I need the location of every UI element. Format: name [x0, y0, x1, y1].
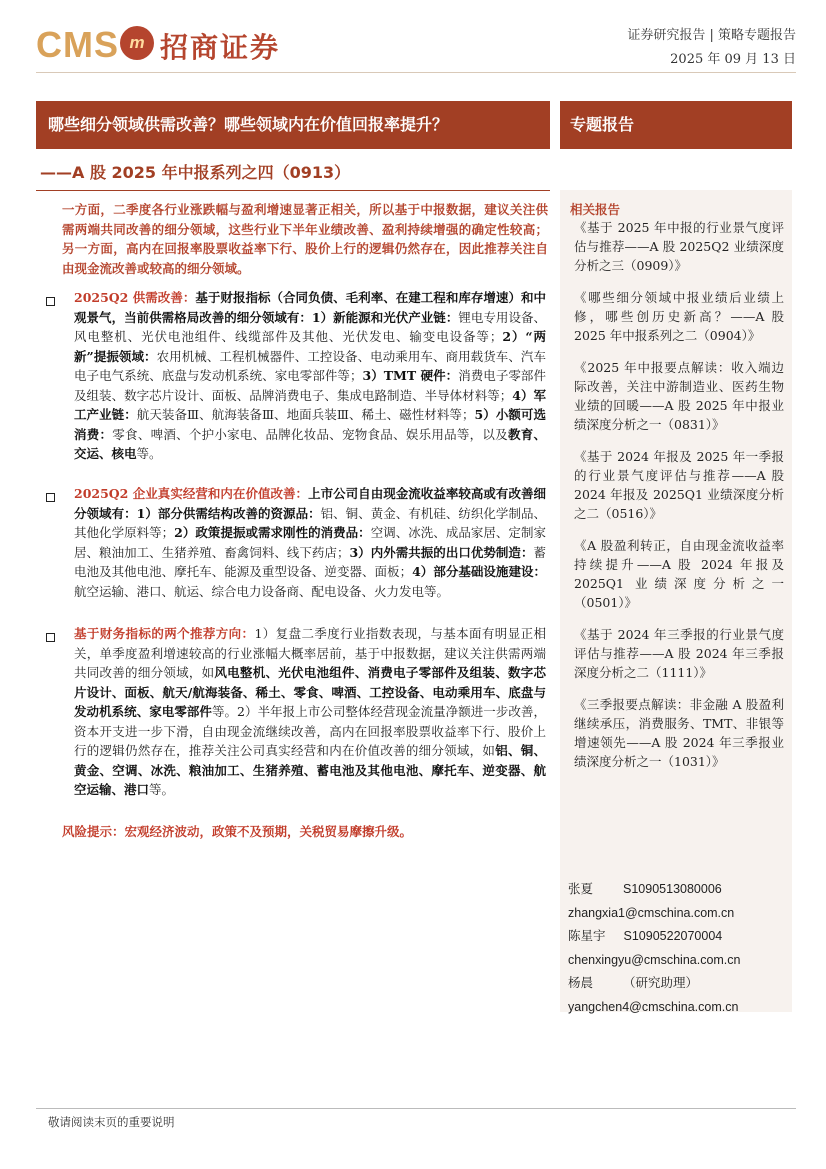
author-id: S1090522070004: [623, 929, 723, 943]
authors-block: [568, 878, 788, 1019]
author-row: [568, 925, 788, 949]
section-text: 航天装备Ⅲ、航海装备Ⅲ、地面兵装Ⅲ、稀土、磁性材料等；: [136, 407, 475, 422]
author-row: [568, 972, 788, 996]
section-heading: 基于财务指标的两个推荐方向：: [74, 626, 255, 641]
section-text: 锂电专用设备、风电整机、光伏电池组件、线缆部件及其他、光伏发电、输变电设备等；: [74, 309, 546, 344]
logo-company-name: 招商证券: [160, 31, 281, 64]
section-heading: 2025Q2 供需改善：: [74, 290, 196, 305]
section-emphasis-text: 上市公司自由现金流收益率较高或有改善细分领域有：1）部分供需结构改善的资源品：: [74, 486, 546, 521]
report-title-banner: 哪些细分领域供需改善？哪些领域内在价值回报率提升？: [36, 101, 550, 149]
section-text: 蓄电池及其他电池、摩托车、能源及重型设备、逆变器、面板；: [74, 544, 546, 579]
logo-emblem-icon: m: [120, 26, 154, 60]
related-report-item[interactable]: 《基于 2024 年三季报的行业景气度评估与推荐——A 股 2024 年三季报深度分析之二（1111）》: [574, 627, 784, 680]
section-emphasis-text: 基于财报指标（合同负债、毛利率、在建工程和库存增速）和中观景气，当前供需格局改善的细分领域有：1）新能源和光伏产业链：: [74, 290, 546, 325]
section-emphasis-text: 2）“两新”提振领域：: [74, 329, 546, 364]
section-text: 零食、啤酒、个护小家电、品牌化妆品、宠物食品、娱乐用品等，以及: [112, 426, 508, 442]
related-reports-title: 相关报告: [570, 202, 621, 217]
author-id: S1090513080006: [623, 882, 722, 896]
related-report-item[interactable]: 《基于 2025 年中报的行业景气度评估与推荐——A 股 2025Q2 业绩深度分析之三（0909）》: [574, 220, 784, 273]
author-name: 陈星宇: [568, 929, 606, 943]
logo-text: CMS: [36, 24, 119, 65]
section-text: 等。2）半年报上市公司整体经营现金流量净额进一步改善，资本开支进一步下滑，自由现金流继续改善，高内在回报率股票收益率下行、股价上行的逻辑仍然存在，推荐关注公司真实经营和内在价值改善的细分领域，如: [74, 704, 546, 758]
section-text: 消费电子零部件及组装、数字芯片设计、面板、品牌消费电子、集成电路制造、半导体材料等；: [74, 368, 546, 403]
section-intrinsic-value: [74, 484, 546, 601]
summary-paragraph: 一方面，二季度各行业涨跌幅与盈利增速显著正相关，所以基于中报数据，建议关注供需两端共同改善的细分领域，这些行业下半年业绩改善、盈利持续增强的确定性较高；另一方面，高内在回报率股票收益率下行、股价上行的逻辑仍然存在，因此推荐关注自由现金流改善或较高的细分领域。: [62, 202, 548, 276]
section-emphasis-text: 4）部分基础设施建设：: [412, 564, 546, 579]
related-report-item[interactable]: 《三季报要点解读：非金融 A 股盈利继续承压，消费服务、TMT、非银等增速领先——A 股 2024 年三季报业绩深度分析之一（1031）》: [574, 697, 784, 769]
section-text: 铝、铜、黄金、有机硅、纺织化学制品、其他化学原料等；: [74, 505, 546, 540]
section-text: 农用机械、工程机械器件、工控设备、电动乘用车、商用载货车、汽车电子电气系统、底盘与发动机系统、家电零部件等；: [74, 348, 546, 383]
bullet-square-icon: [46, 493, 55, 502]
related-report-item[interactable]: 《哪些细分领域中报业绩后业绩上修，哪些创历史新高？——A 股 2025 年中报系列之二（0904）》: [574, 290, 784, 343]
author-name: 张夏: [568, 882, 594, 896]
footer-note: 敬请阅读末页的重要说明: [48, 1115, 175, 1129]
section-emphasis-text: 3）内外需共振的出口优势制造：: [349, 544, 534, 560]
author-email[interactable]: zhangxia1@cmschina.com.cn: [568, 905, 735, 920]
subtitle-divider: [36, 190, 550, 191]
section-emphasis-text: 4）军工产业链：: [74, 387, 546, 422]
report-date: 2025 年 09 月 13 日: [670, 52, 796, 67]
bullet-square-icon: [46, 633, 55, 642]
author-id: （研究助理）: [623, 976, 699, 990]
section-heading: 2025Q2 企业真实经营和内在价值改善：: [74, 486, 309, 501]
header-divider: [36, 72, 796, 73]
author-email[interactable]: yangchen4@cmschina.com.cn: [568, 999, 739, 1014]
author-row: [568, 878, 788, 902]
bullet-square-icon: [46, 297, 55, 306]
section-emphasis-text: 2）政策提振或需求刚性的消费品：: [174, 525, 371, 540]
section-emphasis-text: 铝、铜、黄金、空调、冰洗、粮油加工、生猪养殖、蓄电池及其他电池、摩托车、逆变器、航空运输、港口: [74, 743, 546, 797]
section-supply-demand: [74, 288, 546, 464]
report-category-banner: 专题报告: [560, 101, 792, 149]
section-text: 1）复盘二季度行业指数表现，与基本面有明显正相关，单季度盈利增速较高的行业涨幅大概率居前，基于中报数据，建议关注供需两端共同改善的细分领域，如: [74, 626, 546, 680]
section-recommendations: [74, 624, 546, 800]
related-report-item[interactable]: 《基于 2024 年报及 2025 年一季报的行业景气度评估与推荐——A 股 2024 年报及 2025Q1 业绩深度分析之二（0516）》: [574, 449, 784, 521]
section-text: 等。: [149, 782, 175, 797]
author-name: 杨晨: [568, 976, 594, 990]
section-emphasis-text: 风电整机、光伏电池组件、消费电子零部件及组装、数字芯片设计、面板、航天/航海装备、稀土、零食、啤酒、工控设备、电动乘用车、底盘与发动机系统、家电零部件: [74, 665, 546, 719]
risk-warning: 风险提示：宏观经济波动，政策不及预期，关税贸易摩擦升级。: [62, 824, 413, 839]
related-report-item[interactable]: 《A 股盈利转正，自由现金流收益率持续提升——A 股 2024 年报及 2025Q1 业绩深度分析之一（0501）》: [574, 538, 784, 610]
section-text: 航空运输、港口、航运、综合电力设备商、配电设备、火力发电等。: [74, 583, 450, 599]
related-report-item[interactable]: 《2025 年中报要点解读：收入端边际改善，关注中游制造业、医药生物业绩的回暖——A 股 2025 年中报业绩深度分析之一（0831）》: [574, 360, 784, 432]
section-emphasis-text: 教育、交运、核电: [74, 426, 546, 461]
footer-divider: [36, 1108, 796, 1109]
section-emphasis-text: 3）TMT 硬件：: [362, 368, 459, 383]
report-type: 证券研究报告 | 策略专题报告: [627, 28, 796, 43]
author-email[interactable]: chenxingyu@cmschina.com.cn: [568, 952, 741, 967]
report-subtitle: ——A 股 2025 年中报系列之四（0913）: [40, 163, 351, 182]
related-reports-list: [574, 218, 784, 784]
section-text: 空调、冰洗、成品家居、定制家居、粮油加工、生猪养殖、畜禽饲料、线下药店；: [74, 525, 546, 560]
section-emphasis-text: 5）小额可选消费：: [74, 407, 546, 442]
section-text: 等。: [136, 446, 162, 461]
